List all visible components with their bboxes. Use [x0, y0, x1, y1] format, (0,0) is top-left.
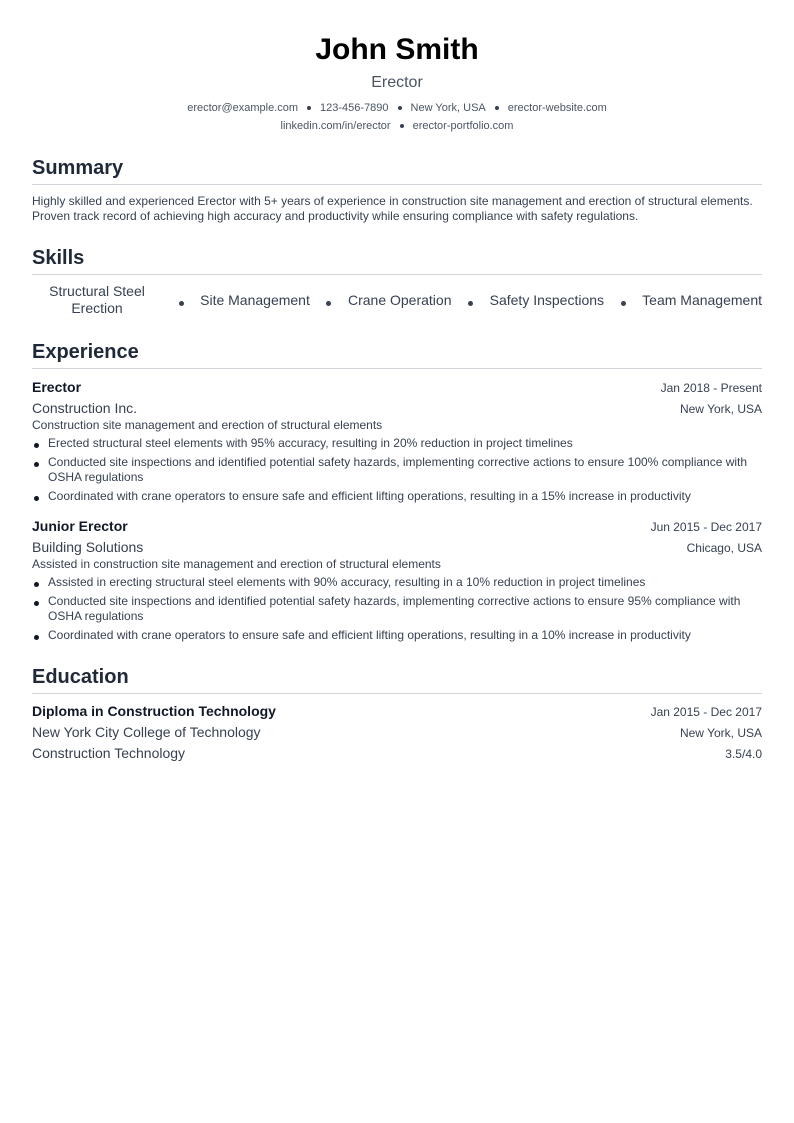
education-degree-row — [32, 701, 762, 722]
bullet-text: Conducted site inspections and identified potential safety hazards, implementing corrective actions to ensure 95% compliance with OSHA regulations — [48, 594, 741, 623]
bullet-icon — [34, 635, 39, 640]
separator-dot — [326, 301, 331, 306]
bullet-text: Erected structural steel elements with 95% accuracy, resulting in 20% reduction in project timelines — [48, 436, 573, 450]
bullet-icon — [34, 601, 39, 606]
skill-item: Team Management — [642, 291, 762, 308]
contact-info — [32, 99, 762, 135]
job-location: New York, USA — [679, 402, 762, 416]
job-bullets — [32, 436, 762, 504]
contact-phone[interactable]: 123-456-7890 — [320, 102, 389, 114]
list-item — [32, 489, 762, 504]
job-title: Erector — [32, 379, 82, 395]
bullet-icon — [34, 462, 39, 467]
education-school-row — [32, 722, 762, 743]
separator-dot — [468, 301, 473, 306]
education-entry — [32, 701, 762, 764]
degree-name: Diploma in Construction Technology — [32, 703, 276, 719]
list-item — [32, 455, 762, 485]
job-header-row — [32, 517, 762, 535]
education-heading: Education — [32, 665, 762, 694]
bullet-text: Coordinated with crane operators to ensure safe and efficient lifting operations, resulting in a 10% increase in productivity — [48, 628, 691, 642]
candidate-name: John Smith — [315, 33, 479, 66]
separator-dot — [307, 106, 311, 110]
contact-line-2 — [32, 117, 762, 135]
gpa: 3.5/4.0 — [725, 747, 762, 761]
job-description: Construction site management and erection of structural elements — [32, 418, 383, 432]
school-name: New York City College of Technology — [32, 724, 261, 740]
contact-portfolio[interactable]: erector-portfolio.com — [412, 120, 514, 132]
contact-linkedin[interactable]: linkedin.com/in/erector — [280, 120, 391, 132]
bullet-icon — [34, 496, 39, 501]
contact-email[interactable]: erector@example.com — [187, 102, 299, 114]
list-item — [32, 436, 762, 451]
job-entry — [32, 517, 762, 643]
field-of-study: Construction Technology — [32, 745, 186, 761]
separator-dot — [398, 106, 402, 110]
list-item — [32, 594, 762, 624]
job-bullets — [32, 575, 762, 643]
bullet-icon — [34, 443, 39, 448]
job-location: Chicago, USA — [686, 541, 762, 555]
resume-header — [32, 32, 762, 135]
candidate-role: Erector — [371, 74, 423, 91]
separator-dot — [400, 124, 404, 128]
job-company-row — [32, 538, 762, 556]
skills-heading: Skills — [32, 246, 762, 275]
skill-item: Structural Steel Erection — [49, 283, 145, 316]
list-item — [32, 628, 762, 643]
skill-item: Site Management — [200, 291, 310, 308]
education-dates: Jan 2015 - Dec 2017 — [650, 705, 762, 719]
company-name: Building Solutions — [32, 539, 144, 555]
separator-dot — [179, 301, 184, 306]
job-company-row — [32, 399, 762, 417]
company-name: Construction Inc. — [32, 400, 138, 416]
summary-heading: Summary — [32, 156, 762, 185]
contact-line-1 — [32, 99, 762, 117]
job-title: Junior Erector — [32, 518, 128, 534]
bullet-text: Conducted site inspections and identified potential safety hazards, implementing corrective actions to ensure 100% compliance with OSHA regulations — [48, 455, 748, 484]
school-location: New York, USA — [679, 726, 762, 740]
job-description: Assisted in construction site management and erection of structural elements — [32, 557, 441, 571]
bullet-text: Coordinated with crane operators to ensure safe and efficient lifting operations, resulting in a 15% increase in productivity — [48, 489, 691, 503]
job-entry — [32, 378, 762, 504]
education-field-row — [32, 743, 762, 764]
experience-heading: Experience — [32, 340, 762, 369]
separator-dot — [495, 106, 499, 110]
job-dates: Jun 2015 - Dec 2017 — [650, 520, 762, 534]
list-item — [32, 575, 762, 590]
skill-item: Safety Inspections — [489, 291, 605, 308]
job-header-row — [32, 378, 762, 396]
separator-dot — [621, 301, 626, 306]
contact-location: New York, USA — [410, 102, 486, 114]
resume-page — [32, 0, 762, 764]
bullet-text: Assisted in erecting structural steel elements with 90% accuracy, resulting in a 10% reduction in project timelines — [48, 575, 646, 589]
bullet-icon — [34, 582, 39, 587]
contact-website[interactable]: erector-website.com — [507, 102, 607, 114]
skills-list — [32, 283, 762, 317]
summary-text: Highly skilled and experienced Erector with 5+ years of experience in construction site management and erection of structural elements. Proven track record of achieving high accuracy and productivity while ensuring compliance with safety regulations. — [32, 194, 753, 223]
skill-item: Crane Operation — [347, 291, 452, 308]
job-dates: Jan 2018 - Present — [660, 381, 762, 395]
